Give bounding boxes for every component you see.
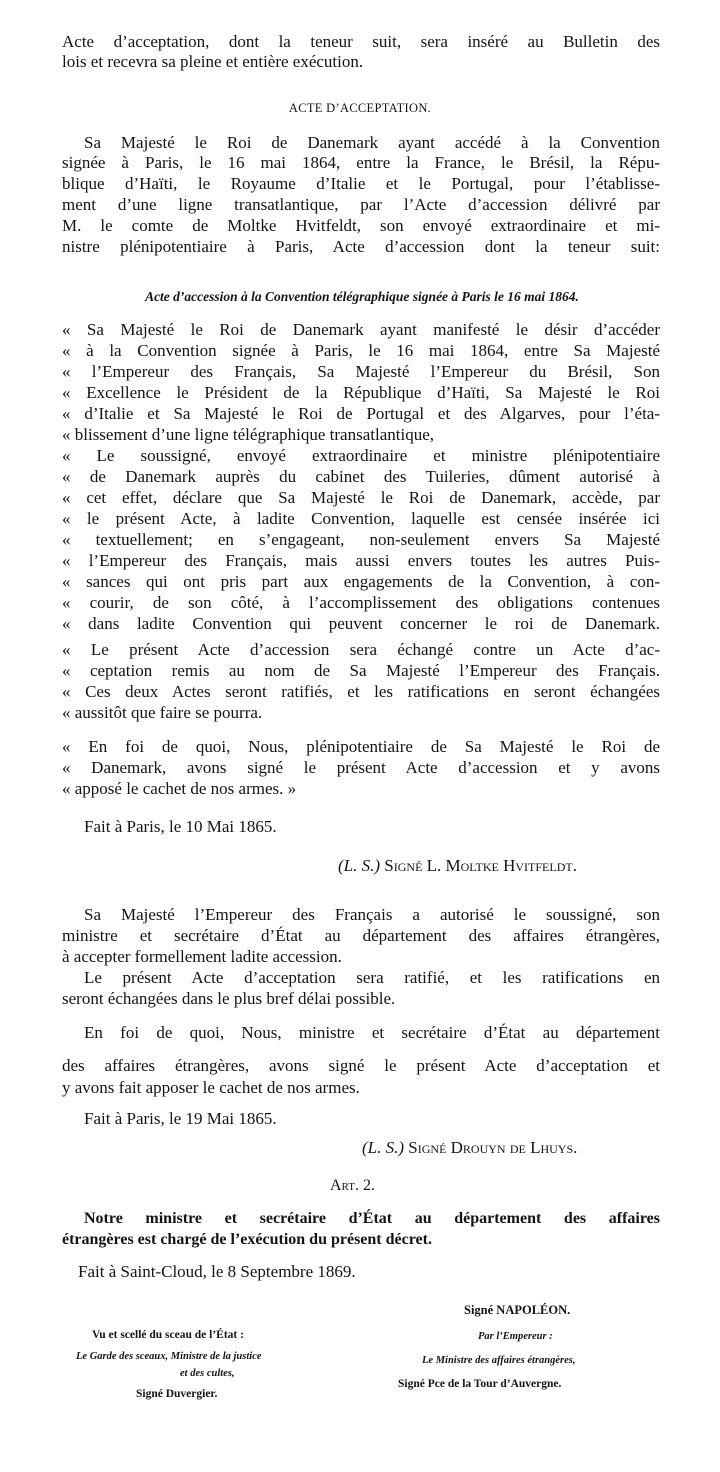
subheading-acte-accession: Acte d’accession à la Convention télégraphique signée à Paris le 16 mai 1864.: [145, 289, 579, 304]
date-paris-19-mai: Fait à Paris, le 19 Mai 1865.: [84, 1109, 277, 1128]
left-block-line-4: Signé Duvergier.: [136, 1388, 218, 1400]
para1-line-4: ment d’une ligne transatlantique, par l’Acte d’accession délivré par: [62, 195, 660, 214]
signed-napoleon: Signé NAPOLÉON.: [464, 1303, 571, 1317]
quote3-line-2: « ceptation remis au nom de Sa Majesté l’Empereur des Français.: [62, 661, 660, 680]
right-block-line-1: Par l’Empereur :: [478, 1331, 553, 1342]
quote3-line-4: « aussitôt que faire se pourra.: [62, 703, 263, 722]
para3-line-1: Le présent Acte d’acceptation sera ratifié, et les ratifications en: [84, 968, 660, 987]
signature-moltke-text: Signé L. Moltke Hvitfeldt.: [384, 856, 577, 875]
quote2-line-3: « cet effet, déclare que Sa Majesté le Roi de Danemark, accède, par: [62, 488, 660, 507]
left-block-line-3: et des cultes,: [180, 1368, 235, 1379]
quote4-line-3: « apposé le cachet de nos armes. »: [62, 779, 297, 798]
quote1-line-4: « Excellence le Président de la République d’Haïti, Sa Majesté le Roi: [62, 383, 660, 402]
quote2-line-8: « courir, de son côté, à l’accomplissement des obligations contenues: [62, 593, 660, 612]
quote3-line-3: « Ces deux Actes seront ratifiés, et les ratifications en seront échangées: [62, 682, 660, 701]
para2-line-3: à accepter formellement ladite accession.: [62, 947, 342, 966]
para2-line-1: Sa Majesté l’Empereur des Français a autorisé le soussigné, son: [84, 905, 660, 924]
quote2-line-1: « Le soussigné, envoyé extraordinaire et ministre plénipotentiaire: [62, 446, 660, 465]
para5-line-2: étrangères est chargé de l’exécution du présent décret.: [62, 1231, 432, 1248]
article-2-heading: Art. 2.: [330, 1177, 375, 1194]
intro-line-1: Acte d’acceptation, dont la teneur suit, sera inséré au Bulletin des: [62, 32, 660, 51]
para4-line-1: En foi de quoi, Nous, ministre et secrétaire d’État au département: [84, 1023, 660, 1042]
quote1-line-1: « Sa Majesté le Roi de Danemark ayant manifesté le désir d’accéder: [62, 320, 660, 339]
para1-line-3: blique d’Haïti, le Royaume d’Italie et le Portugal, pour l’établisse-: [62, 174, 660, 193]
signature-moltke: [338, 856, 577, 876]
signature-drouyn-text: Signé Drouyn de Lhuys.: [408, 1138, 578, 1157]
para5-line-1: Notre ministre et secrétaire d’État au département des affaires: [84, 1210, 660, 1227]
ls-seal-mark-2: (L. S.): [362, 1138, 405, 1157]
heading-acte-acceptation: ACTE D’ACCEPTATION.: [288, 101, 432, 115]
left-block-line-2: Le Garde des sceaux, Ministre de la justice: [76, 1351, 262, 1362]
quote1-line-5: « d’Italie et Sa Majesté le Roi de Portugal et des Algarves, pour l’éta-: [62, 404, 660, 423]
ls-seal-mark-1: (L. S.): [338, 856, 381, 875]
date-saint-cloud: Fait à Saint-Cloud, le 8 Septembre 1869.: [78, 1262, 356, 1281]
quote3-line-1: « Le présent Acte d’accession sera échangé contre un Acte d’ac-: [62, 640, 660, 659]
para3-line-2: seront échangées dans le plus bref délai possible.: [62, 989, 396, 1008]
quote2-line-9: « dans ladite Convention qui peuvent concerner le roi de Danemark.: [62, 614, 660, 633]
right-block-line-3: Signé Pce de la Tour d’Auvergne.: [398, 1378, 562, 1390]
quote1-line-3: « l’Empereur des Français, Sa Majesté l’Empereur du Brésil, Son: [62, 362, 660, 381]
quote2-line-4: « le présent Acte, à ladite Convention, laquelle est censée insérée ici: [62, 509, 660, 528]
para4-line-2: des affaires étrangères, avons signé le présent Acte d’acceptation et: [62, 1056, 660, 1075]
para4-line-3: y avons fait apposer le cachet de nos armes.: [62, 1078, 360, 1097]
para1-line-1: Sa Majesté le Roi de Danemark ayant accédé à la Convention: [84, 133, 660, 152]
right-block-line-2: Le Ministre des affaires étrangères,: [422, 1355, 576, 1366]
para2-line-2: ministre et secrétaire d’État au département des affaires étrangères,: [62, 926, 660, 945]
quote1-line-2: « à la Convention signée à Paris, le 16 mai 1864, entre Sa Majesté: [62, 341, 660, 360]
para1-line-2: signée à Paris, le 16 mai 1864, entre la France, le Brésil, la Répu-: [62, 153, 660, 172]
signature-drouyn: [362, 1138, 577, 1158]
para1-line-5: M. le comte de Moltke Hvitfeldt, son envoyé extraordinaire et mi-: [62, 216, 660, 235]
quote4-line-1: « En foi de quoi, Nous, plénipotentiaire de Sa Majesté le Roi de: [62, 737, 660, 756]
date-paris-10-mai: Fait à Paris, le 10 Mai 1865.: [84, 817, 277, 836]
quote2-line-2: « de Danemark auprès du cabinet des Tuileries, dûment autorisé à: [62, 467, 660, 486]
quote2-line-6: « l’Empereur des Français, mais aussi envers toutes les autres Puis-: [62, 551, 660, 570]
quote1-line-6: « blissement d’une ligne télégraphique transatlantique,: [62, 425, 434, 444]
intro-line-2: lois et recevra sa pleine et entière exécution.: [62, 52, 364, 71]
quote2-line-7: « sances qui ont pris part aux engagements de la Convention, à con-: [62, 572, 660, 591]
left-block-line-1: Vu et scellé du sceau de l’État :: [92, 1329, 244, 1341]
quote2-line-5: « textuellement; en s’engageant, non-seulement envers Sa Majesté: [62, 530, 660, 549]
quote4-line-2: « Danemark, avons signé le présent Acte d’accession et y avons: [62, 758, 660, 777]
para1-line-6: nistre plénipotentiaire à Paris, Acte d’accession dont la teneur suit:: [62, 237, 660, 256]
